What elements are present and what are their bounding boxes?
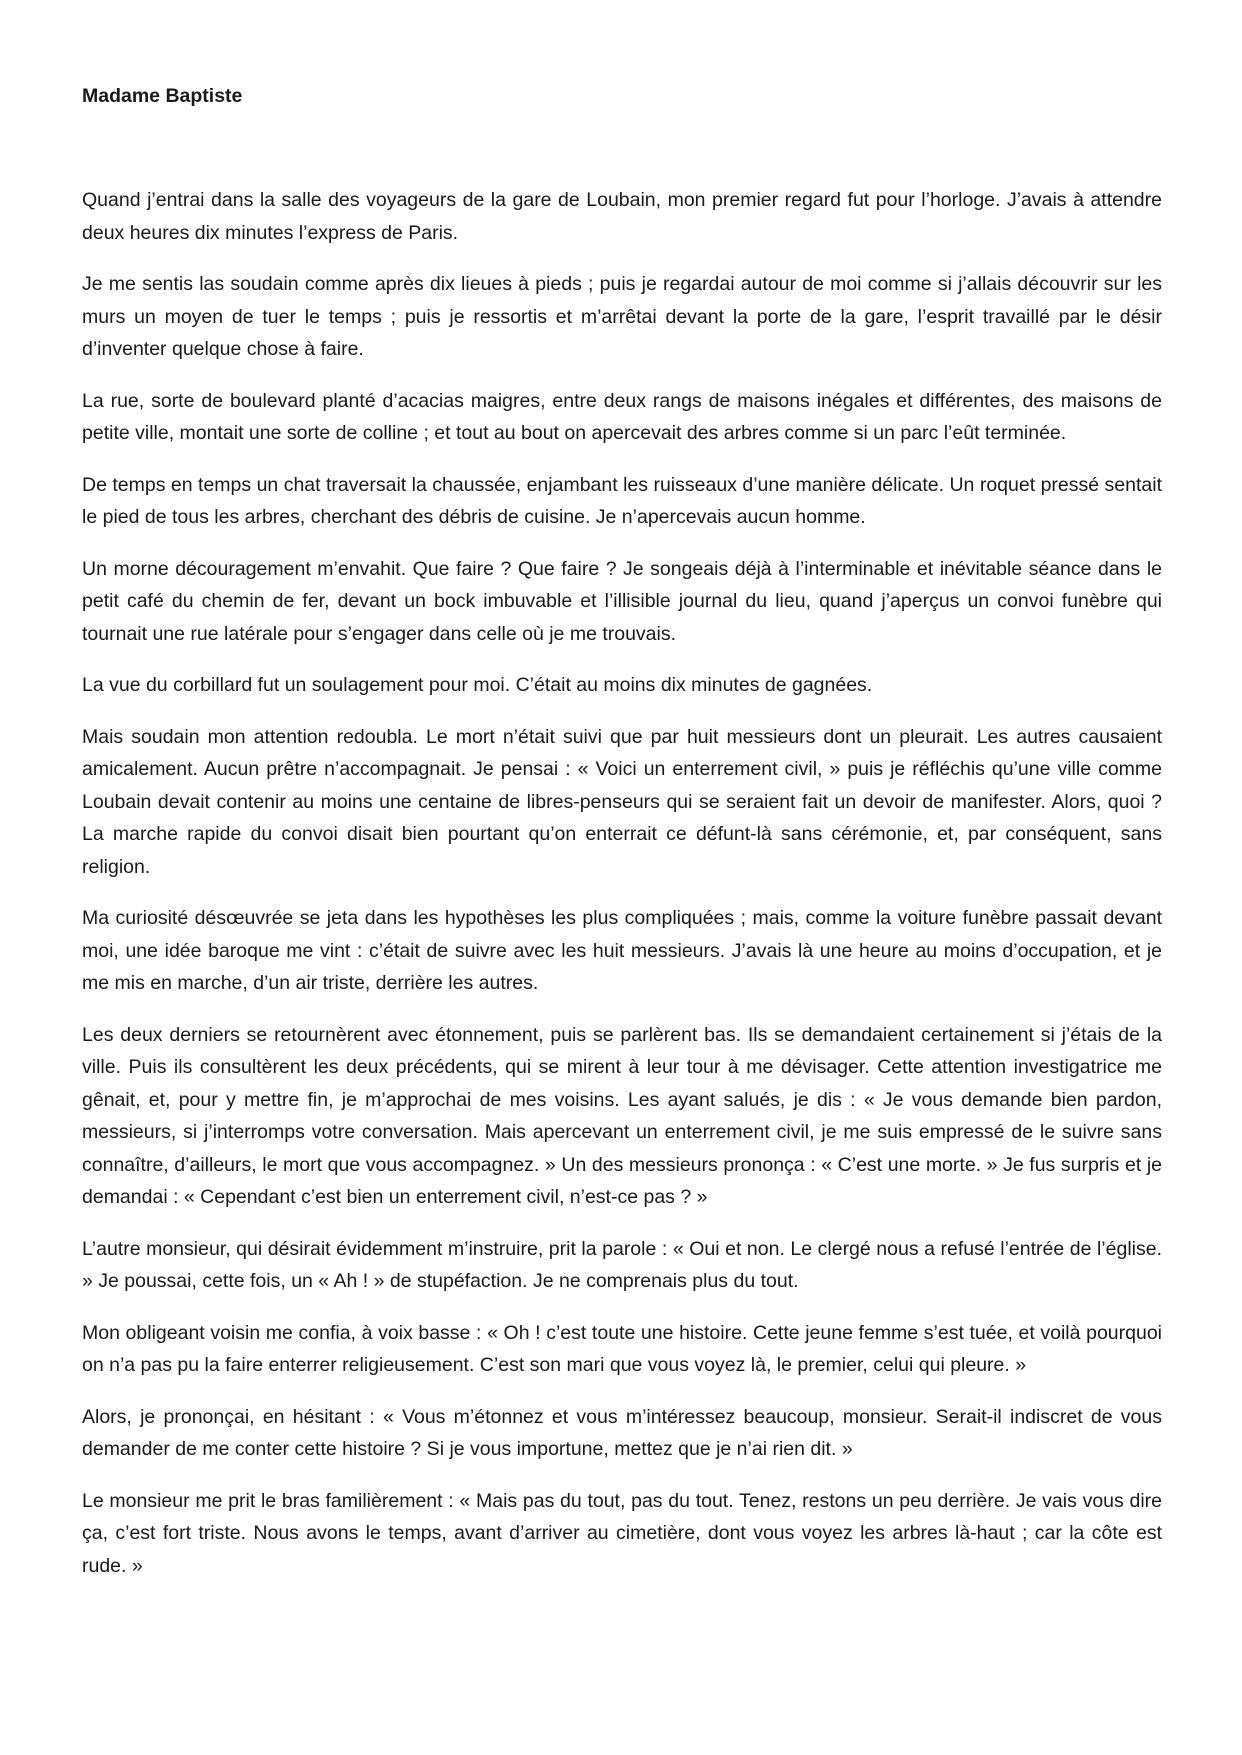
paragraph: La rue, sorte de boulevard planté d’acacias maigres, entre deux rangs de maisons inégales et différentes, des maisons de petite ville, montait une sorte de colline ; et tout au bout on apercevait des arbres comme si un parc l’eût terminée.	[82, 389, 1162, 444]
paragraph: Un morne découragement m’envahit. Que faire ? Que faire ? Je songeais déjà à l’interminable et inévitable séance dans le petit café du chemin de fer, devant un bock imbuvable et l’illisible journal du lieu, quand j’aperçus un convoi funèbre qui tournait une rue latérale pour s’engager dans celle où je me trouvais.	[82, 557, 1162, 645]
paragraph: Quand j’entrai dans la salle des voyageurs de la gare de Loubain, mon premier regard fut pour l’horloge. J’avais à attendre deux heures dix minutes l’express de Paris.	[82, 189, 1162, 244]
document-page	[82, 78, 1162, 1601]
paragraph: L’autre monsieur, qui désirait évidemment m’instruire, prit la parole : « Oui et non. Le clergé nous a refusé l’entrée de l’église. » Je poussai, cette fois, un « Ah ! » de stupéfaction. Je ne comprenais plus du tout.	[82, 1237, 1162, 1292]
paragraph: Ma curiosité désœuvrée se jeta dans les hypothèses les plus compliquées ; mais, comme la voiture funèbre passait devant moi, une idée baroque me vint : c’était de suivre avec les huit messieurs. J’avais là une heure au moins d’occupation, et je me mis en marche, d’un air triste, derrière les autres.	[82, 907, 1162, 994]
paragraph: Mais soudain mon attention redoubla. Le mort n’était suivi que par huit messieurs dont un pleurait. Les autres causaient amicalement. Aucun prêtre n’accompagnait. Je pensai : « Voici un enterrement civil, » puis je réfléchis qu’une ville comme Loubain devait contenir au moins une centaine de libres-penseurs qui se seraient fait un devoir de manifester. Alors, quoi ? La marche rapide du convoi disait bien pourtant qu’on enterrait ce défunt-là sans cérémonie, et, par conséquent, sans religion.	[82, 725, 1162, 878]
paragraph: Je me sentis las soudain comme après dix lieues à pieds ; puis je regardai autour de moi comme si j’allais découvrir sur les murs un moyen de tuer le temps ; puis je ressortis et m’arrêtai devant la porte de la gare, l’esprit travaillé par le désir d’inventer quelque chose à faire.	[82, 273, 1162, 360]
paragraph: Les deux derniers se retournèrent avec étonnement, puis se parlèrent bas. Ils se demandaient certainement si j’étais de la ville. Puis ils consultèrent les deux précédents, qui se mirent à leur tour à me dévisager. Cette attention investigatrice me gênait, et, pour y mettre fin, je m’approchai de mes voisins. Les ayant salués, je dis : « Je vous demande bien pardon, messieurs, si j’interromps votre conversation. Mais apercevant un enterrement civil, je me suis empressé de le suivre sans connaître, d’ailleurs, le mort que vous accompagnez. » Un des messieurs prononça : « C’est une morte. » Je fus surpris et je demandai : « Cependant c’est bien un enterrement civil, n’est-ce pas ? »	[82, 1023, 1162, 1208]
document-title: Madame Baptiste	[82, 85, 243, 107]
paragraph: La vue du corbillard fut un soulagement pour moi. C’était au moins dix minutes de gagnées.	[82, 674, 873, 696]
paragraph: Mon obligeant voisin me confia, à voix basse : « Oh ! c’est toute une histoire. Cette jeune femme s’est tuée, et voilà pourquoi on n’a pas pu la faire enterrer religieusement. C’est son mari que vous voyez là, le premier, celui qui pleure. »	[82, 1321, 1162, 1376]
paragraph: Le monsieur me prit le bras familièrement : « Mais pas du tout, pas du tout. Tenez, restons un peu derrière. Je vais vous dire ça, c’est fort triste. Nous avons le temps, avant d’arriver au cimetière, dont vous voyez les arbres là-haut ; car la côte est rude. »	[82, 1489, 1162, 1577]
paragraph: De temps en temps un chat traversait la chaussée, enjambant les ruisseaux d’une manière délicate. Un roquet pressé sentait le pied de tous les arbres, cherchant des débris de cuisine. Je n’apercevais aucun homme.	[82, 473, 1162, 528]
paragraph: Alors, je prononçai, en hésitant : « Vous m’étonnez et vous m’intéressez beaucoup, monsieur. Serait-il indiscret de vous demander de me conter cette histoire ? Si je vous importune, mettez que je n’ai rien dit. »	[82, 1405, 1162, 1460]
